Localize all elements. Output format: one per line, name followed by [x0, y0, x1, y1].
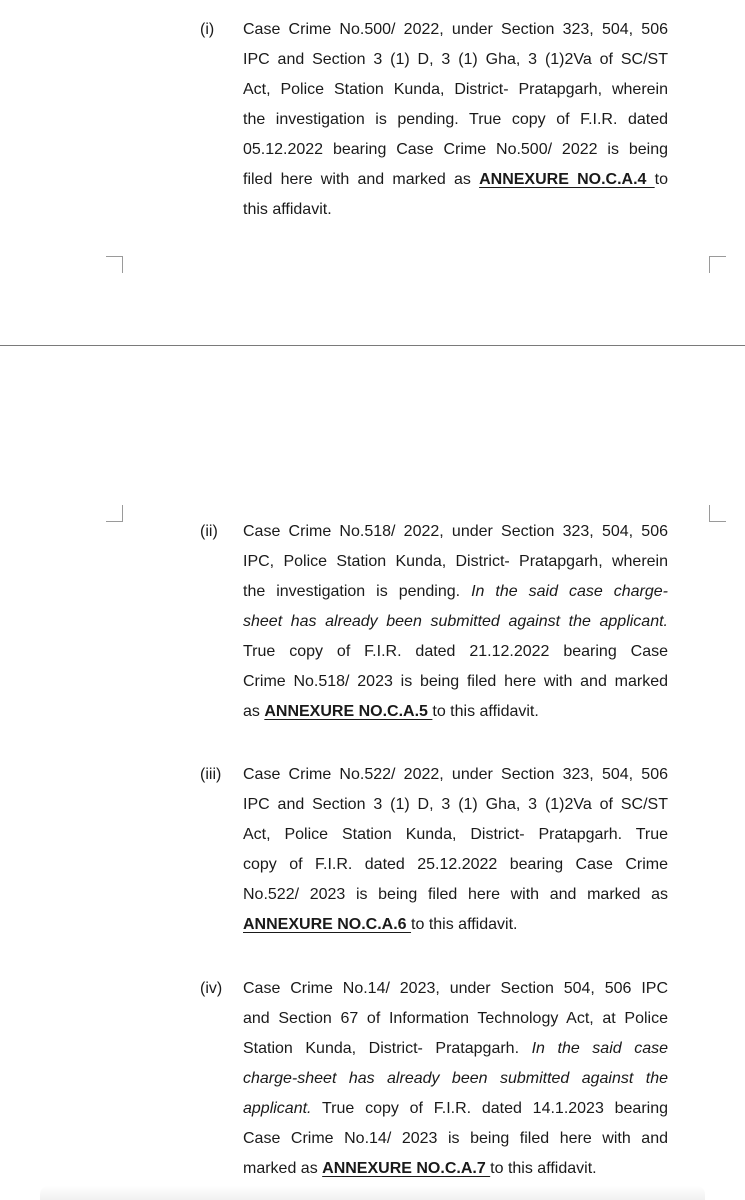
- paragraph-line: IPC and Section 3 (1) D, 3 (1) Gha, 3 (1)2Va of SC/ST: [243, 51, 668, 68]
- paragraph-line: IPC, Police Station Kunda, District- Pratapgarh, wherein: [243, 553, 668, 570]
- paragraph-line: [243, 165, 668, 195]
- paragraph-line: IPC and Section 3 (1) D, 3 (1) Gha, 3 (1)2Va of SC/ST: [243, 796, 668, 813]
- paragraph-line: the investigation is pending. True copy of F.I.R. dated: [243, 111, 668, 128]
- item-paragraph: [243, 760, 668, 940]
- paragraph-line: Act, Police Station Kunda, District- Pratapgarh. True: [243, 826, 668, 843]
- text-run: True copy of F.I.R. dated 14.1.2023 bearing: [311, 1100, 668, 1117]
- paragraph-line: sheet has already been submitted against the applicant.: [243, 613, 668, 630]
- text-run: filed here with and marked as: [243, 171, 480, 188]
- annexure-reference: ANNEXURE NO.C.A.6: [243, 916, 412, 933]
- italic-text: applicant.: [243, 1100, 312, 1117]
- item-number: (i): [200, 21, 215, 38]
- paragraph-line: Case Crime No.518/ 2022, under Section 323, 504, 506: [243, 523, 668, 540]
- page-corner-mark: [709, 505, 726, 522]
- page-corner-mark: [106, 505, 123, 522]
- paragraph-line: No.522/ 2023 is being filed here with and marked as: [243, 886, 668, 903]
- page-corner-mark: [709, 256, 726, 273]
- paragraph-line: [243, 1034, 668, 1064]
- item-number: (iv): [200, 980, 223, 997]
- page-corner-mark: [106, 256, 123, 273]
- text-run: to this affidavit.: [411, 916, 518, 933]
- item-paragraph: [243, 974, 668, 1184]
- paragraph-line: Case Crime No.522/ 2022, under Section 323, 504, 506: [243, 766, 668, 783]
- page-break-divider: [0, 345, 745, 346]
- paragraph-line: [243, 1154, 668, 1184]
- text-run: as: [243, 703, 265, 720]
- paragraph-line: this affidavit.: [243, 201, 332, 218]
- paragraph-line: [243, 910, 668, 940]
- item-paragraph: [243, 15, 668, 225]
- paragraph-line: True copy of F.I.R. dated 21.12.2022 bearing Case: [243, 643, 668, 660]
- paragraph-line: Crime No.518/ 2023 is being filed here with and marked: [243, 673, 668, 690]
- paragraph-line: and Section 67 of Information Technology Act, at Police: [243, 1010, 668, 1027]
- text-run: the investigation is pending.: [243, 583, 472, 600]
- paragraph-line: [243, 697, 668, 727]
- item-paragraph: [243, 517, 668, 727]
- text-run: to: [654, 171, 668, 188]
- annexure-reference: ANNEXURE NO.C.A.5: [264, 703, 433, 720]
- paragraph-line: 05.12.2022 bearing Case Crime No.500/ 2022 is being: [243, 141, 668, 158]
- text-run: to this affidavit.: [432, 703, 539, 720]
- italic-text: In the said case charge-: [471, 583, 668, 600]
- text-run: Station Kunda, District- Pratapgarh.: [243, 1040, 532, 1057]
- annexure-reference: ANNEXURE NO.C.A.4: [479, 171, 655, 188]
- item-number: (iii): [200, 766, 222, 783]
- paragraph-line: Case Crime No.500/ 2022, under Section 323, 504, 506: [243, 21, 668, 38]
- italic-text: In the said case: [531, 1040, 669, 1057]
- paragraph-line: Case Crime No.14/ 2023, under Section 504, 506 IPC: [243, 980, 668, 997]
- next-page-edge: [40, 1186, 705, 1200]
- paragraph-line: Act, Police Station Kunda, District- Pratapgarh, wherein: [243, 81, 668, 98]
- paragraph-line: copy of F.I.R. dated 25.12.2022 bearing Case Crime: [243, 856, 668, 873]
- annexure-reference: ANNEXURE NO.C.A.7: [322, 1160, 491, 1177]
- text-run: to this affidavit.: [490, 1160, 597, 1177]
- paragraph-line: [243, 577, 668, 607]
- paragraph-line: [243, 1094, 668, 1124]
- paragraph-line: Case Crime No.14/ 2023 is being filed here with and: [243, 1130, 668, 1147]
- item-number: (ii): [200, 523, 218, 540]
- paragraph-line: charge-sheet has already been submitted against the: [243, 1070, 668, 1087]
- text-run: marked as: [243, 1160, 323, 1177]
